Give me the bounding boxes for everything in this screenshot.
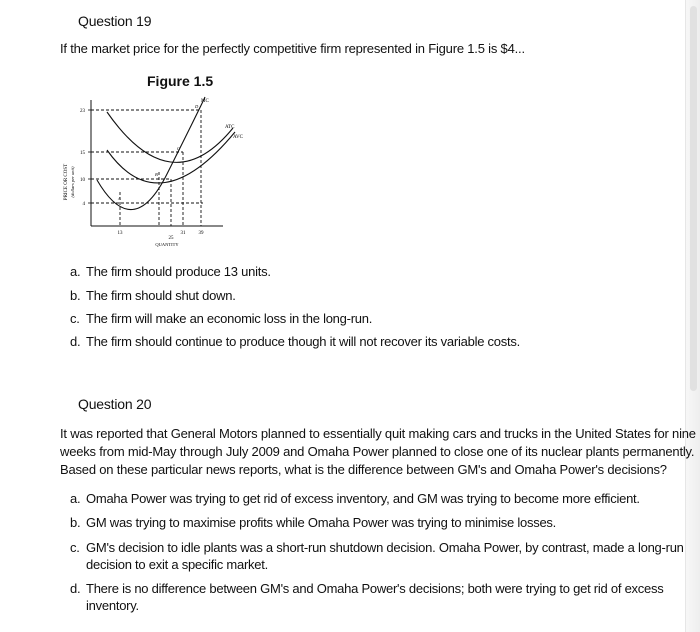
- q19-option-d[interactable]: d. The firm should continue to produce though it will not recover its variable costs.: [70, 334, 521, 349]
- x-axis-label: QUANTITY: [155, 242, 179, 247]
- y-tick-label: 23: [80, 109, 85, 114]
- question-19-text: If the market price for the perfectly competitive firm represented in Figure 1.5 is $4...: [60, 41, 525, 56]
- question-19-title: Question 19: [78, 13, 152, 29]
- x-tick-label: 31: [180, 231, 186, 236]
- avc-label: AVC: [233, 135, 243, 140]
- figure-1-5-chart: [55, 92, 255, 260]
- q19-option-a[interactable]: a. The firm should produce 13 units.: [70, 264, 271, 279]
- y-axis-label-line1: PRICE OR COST: [64, 163, 69, 201]
- y-tick-label: 10: [80, 178, 85, 183]
- scrollbar[interactable]: [685, 0, 700, 632]
- mc-label: MC: [201, 99, 209, 104]
- y-tick-label: 4: [82, 202, 85, 207]
- scrollbar-thumb[interactable]: [690, 6, 697, 391]
- q19-option-c[interactable]: c. The firm will make an economic loss in the long-run.: [70, 311, 373, 326]
- q20-option-b[interactable]: b. GM was trying to maximise profits while Omaha Power was trying to minimise losses.: [70, 515, 557, 530]
- question-20-title: Question 20: [78, 396, 152, 412]
- dashed-guides: [91, 110, 203, 226]
- point-d-label: D: [195, 104, 199, 109]
- point-a-label: A: [118, 196, 121, 201]
- point-c-label: C: [177, 146, 181, 151]
- y-tick-label: 15: [80, 151, 85, 156]
- figure-title: Figure 1.5: [147, 73, 214, 89]
- x-tick-label: 25: [168, 236, 174, 241]
- atc-label: ATC: [225, 125, 235, 130]
- q20-option-c[interactable]: c. GM's decision to idle plants was a short-run shutdown decision. Omaha Power, by contrast, made a long-run decision to exit a specific market.: [70, 540, 684, 572]
- avc-curve: [107, 132, 235, 183]
- q19-option-b[interactable]: b. The firm should shut down.: [70, 288, 236, 303]
- mc-curve: [97, 97, 205, 210]
- y-axis-label-line2: (dollars per unit): [70, 166, 75, 198]
- question-20-text: It was reported that General Motors planned to essentially quit making cars and trucks in the United States for nine weeks from mid-May through July 2009 and Omaha Power planned to close one of its nuclear plants permanently. Based on these particular news reports, what is the difference between GM's and Omaha Power's decisions?: [60, 426, 696, 477]
- q20-option-d[interactable]: d. There is no difference between GM's and Omaha Power's decisions; both were trying to get rid of excess inventory.: [70, 581, 664, 613]
- point-b-label: B: [155, 172, 158, 177]
- x-tick-label: 39: [198, 231, 204, 236]
- x-tick-label: 13: [117, 231, 123, 236]
- q20-option-a[interactable]: a. Omaha Power was trying to get rid of excess inventory, and GM was trying to become more efficient.: [70, 491, 640, 506]
